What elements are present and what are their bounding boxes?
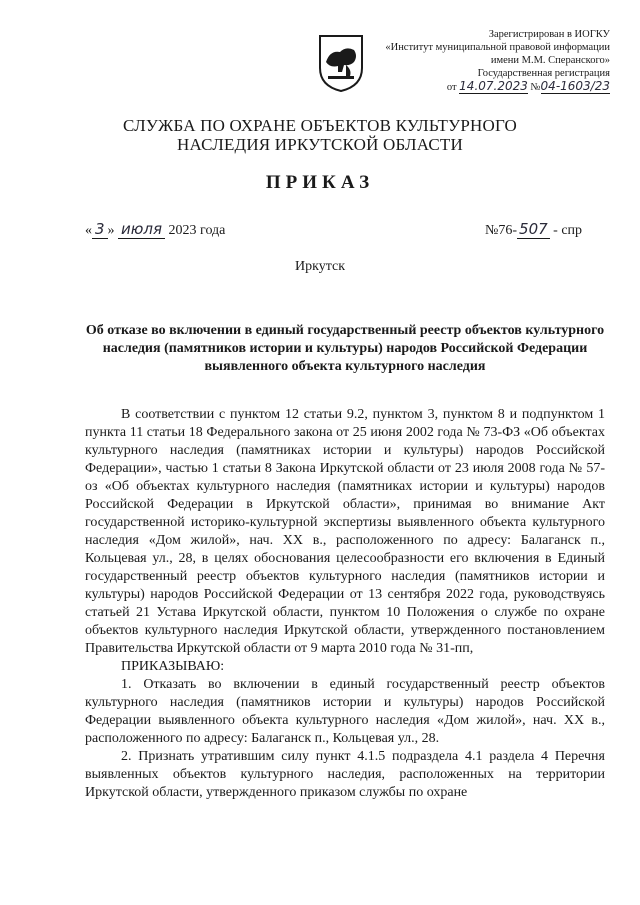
order-item-2: 2. Признать утратившим силу пункт 4.1.5 подраздела 4.1 раздела 4 Перечня выявленных объектов культурного наследия, расположенных на территории Иркутской области, утвержденного приказом службы по охране bbox=[85, 749, 605, 800]
order-number bbox=[485, 220, 582, 239]
registration-number-label: № bbox=[530, 82, 541, 93]
registration-from-label: от bbox=[446, 82, 457, 93]
order-date bbox=[85, 220, 225, 239]
city-name: Иркутск bbox=[294, 259, 346, 274]
order-number-prefix: №76- bbox=[485, 223, 518, 238]
date-day: 3 bbox=[92, 220, 108, 239]
date-year: 2023 года bbox=[168, 223, 226, 238]
preamble-paragraph: В соответствии с пунктом 12 статьи 9.2, пунктом 3, пунктом 8 и подпунктом 1 пункта 11 статьи 18 Федерального закона от 25 июня 2002 года № 73-ФЗ «Об объектах культурного наследия (памятниках истории и культуры) народов Российской Федерации», частью 1 статьи 8 Закона Иркутской области от 23 июля 2008 года № 57-оз «Об объектах культурного наследия (памятниках истории и культуры) народов Российской Федерации в Иркутской области», принимая во внимание Акт государственной историко-культурной экспертизы выявленного объекта культурного наследия «Дом жилой», нач. XX в., расположенного по адресу: Балаганск п., Кольцевая ул., 28, в целях обоснования целесообразности его включения в Единый государственный реестр объектов культурного наследия (памятников истории и культуры) народов Российской Федерации от 13 сентября 2022 года, руководствуясь статьей 21 Устава Иркутской области, пунктом 10 Положения о службе по охране объектов культурного наследия Иркутской области, утвержденного постановлением Правительства Иркутской области от 9 марта 2010 года № 31-пп, bbox=[85, 407, 605, 656]
order-number-suffix: - спр bbox=[553, 223, 583, 238]
agency-name-text: СЛУЖБА ПО ОХРАНЕ ОБЪЕКТОВ КУЛЬТУРНОГО НАСЛЕДИЯ ИРКУТСКОЙ ОБЛАСТИ bbox=[122, 116, 518, 154]
coat-of-arms-emblem bbox=[316, 32, 366, 94]
registration-line-4: Государственная регистрация bbox=[477, 68, 610, 79]
order-item-1: 1. Отказать во включении в единый государственный реестр объектов культурного наследия (памятников истории и культуры) народов Российской Федерации выявленного объекта культурного наследия «Дом жилой», нач. XX в., расположенного по адресу: Балаганск п., Кольцевая ул., 28. bbox=[85, 677, 605, 746]
registration-line-2: «Институт муниципальной правовой информации bbox=[385, 42, 610, 53]
agency-name bbox=[0, 116, 640, 154]
registration-number: 04-1603/23 bbox=[540, 79, 610, 93]
document-title: ПРИКАЗ bbox=[265, 172, 375, 193]
registration-date-line bbox=[380, 80, 610, 94]
order-number-value: 507 bbox=[519, 220, 548, 238]
order-subject: Об отказе во включении в единый государственный реестр объектов культурного наследия (памятников истории и культуры) народов Российской Федерации выявленного объекта культурного наследия bbox=[85, 323, 605, 374]
order-word: ПРИКАЗЫВАЮ: bbox=[121, 659, 225, 674]
date-month: июля bbox=[118, 220, 165, 239]
registration-stamp bbox=[380, 28, 610, 94]
registration-line-1: Зарегистрирован в ИОГКУ bbox=[488, 29, 610, 40]
order-body bbox=[85, 406, 605, 802]
registration-line-3: имени М.М. Сперанского» bbox=[490, 55, 610, 66]
registration-date: 14.07.2023 bbox=[459, 79, 528, 93]
date-close-quote: » bbox=[107, 223, 115, 238]
date-open-quote: « bbox=[85, 223, 92, 238]
